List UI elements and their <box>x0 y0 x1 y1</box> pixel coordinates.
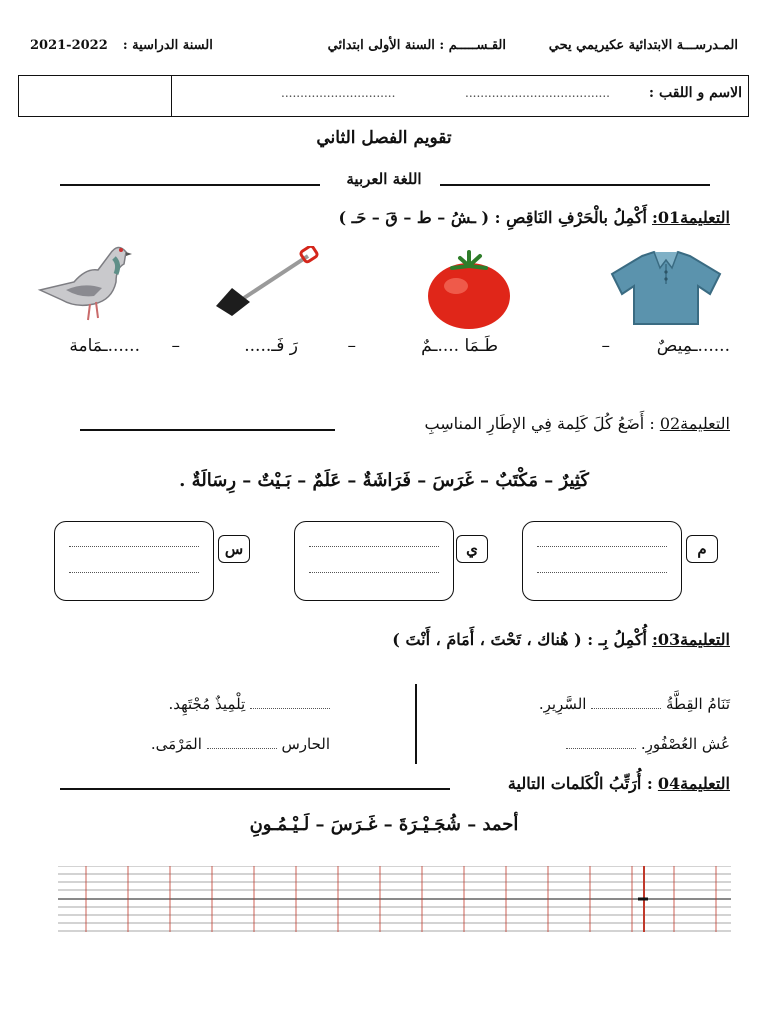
q1-separator-3: – <box>171 336 180 356</box>
letter-tag-2: ي <box>456 535 488 563</box>
q3-sentence-4 <box>151 735 330 753</box>
q3-sentence-1 <box>539 695 730 713</box>
q3-sentence-1-end: السَّرِيرِ. <box>538 695 587 713</box>
instruction-4-text: : أُرَتِّبُ الْكَلمات التالية <box>507 774 653 793</box>
instruction-3-text: أُكْمِلُ بِـ : ( هُناك ، تَحْتَ ، أَمَامَ ، أَنْتَ ) <box>392 630 647 649</box>
q3-sentence-4-start: الحارس <box>281 735 330 753</box>
answer-box-2[interactable] <box>294 521 454 601</box>
name-dots[interactable]: ...................................... <box>465 86 610 100</box>
writing-grid[interactable] <box>58 866 731 932</box>
blank[interactable] <box>566 738 636 749</box>
letter-tag-1: م <box>686 535 718 563</box>
page-title: تقويم الفصل الثاني <box>316 128 452 148</box>
blank[interactable] <box>591 698 661 709</box>
q1-separator-1: – <box>601 336 610 356</box>
instruction-3 <box>392 630 730 649</box>
q2-word-list: كَثِيرٌ – مَكْتَبٌ – غَرَسَ – فَرَاشَةٌ – عَلَمٌ – بَـيْتٌ – رِسَالَةٌ . <box>179 470 589 491</box>
instruction-1-text: أَكْمِلُ بالْحَرْفِ النَاقِصِ : ( ـشُ – ط – قَ – حَـ ) <box>338 208 647 227</box>
name-box <box>18 75 749 117</box>
letter-tag-3: س <box>218 535 250 563</box>
blank[interactable] <box>207 738 277 749</box>
q1-word-4: ......ـمَامة <box>69 336 140 356</box>
school-year-value: 2021-2022 <box>30 38 108 53</box>
school-year <box>30 38 213 53</box>
column-divider <box>415 684 417 764</box>
pigeon-icon <box>36 238 132 326</box>
instruction-3-key: التعليمة03: <box>652 630 730 649</box>
instruction-2-line <box>80 429 335 431</box>
instruction-4 <box>508 774 730 793</box>
q1-word-3: رَ فَـ..... <box>244 336 298 356</box>
answer-line[interactable] <box>537 546 667 547</box>
answer-line[interactable] <box>537 572 667 573</box>
q3-sentence-3 <box>168 695 330 713</box>
q1-word-1: ......ـمِيصٌ <box>656 336 730 356</box>
school-name: المـدرســـة الابتدائية عكيريمي يحي <box>548 38 738 53</box>
surname-dots[interactable]: .............................. <box>281 86 396 100</box>
class-name: القـســـــم : السنة الأولى ابتدائي <box>327 38 506 53</box>
answer-line[interactable] <box>69 572 199 573</box>
answer-box-3[interactable] <box>54 521 214 601</box>
instruction-4-key: التعليمة04 <box>657 774 730 793</box>
q3-sentence-3-text: تِلْمِيذٌ مُجْتَهِد. <box>168 695 246 713</box>
shovel-icon <box>210 246 322 318</box>
tomato-icon <box>422 246 516 332</box>
q4-words: أحمد – شُجَـيْـرَةَ – غَـرَسَ – لَـيْـمُـونِ <box>249 814 519 835</box>
q1-separator-2: – <box>347 336 356 356</box>
blank[interactable] <box>250 698 330 709</box>
instruction-1-key: التعليمة01: <box>652 208 730 227</box>
q3-sentence-2-text: عُش العُصْفُورِ. <box>640 735 730 753</box>
q3-sentence-2 <box>566 735 730 753</box>
school-year-label: السنة الدراسية : <box>122 38 213 53</box>
shirt-icon <box>602 248 730 328</box>
answer-line[interactable] <box>309 572 439 573</box>
instruction-2 <box>425 414 731 433</box>
q1-word-2: طَـمَا ....ـمٌ <box>421 336 498 356</box>
name-box-divider <box>171 76 172 116</box>
name-label: الاسم و اللقب : <box>648 85 742 101</box>
instruction-2-text: : أَضَعُ كُلَ كَلِمة فِي الإطَارِ المناسِبِ <box>424 414 655 433</box>
q3-sentence-4-end: المَرْمَى. <box>150 735 202 753</box>
answer-line[interactable] <box>69 546 199 547</box>
subject-heading: اللغة العربية <box>346 170 422 188</box>
instruction-2-key: التعليمة02 <box>659 414 730 433</box>
answer-line[interactable] <box>309 546 439 547</box>
instruction-1 <box>338 208 730 227</box>
answer-box-1[interactable] <box>522 521 682 601</box>
instruction-4-line <box>60 788 450 790</box>
q3-sentence-1-start: تَنَامُ القِطَّةُ <box>666 695 730 713</box>
subject-line-right <box>440 184 710 186</box>
